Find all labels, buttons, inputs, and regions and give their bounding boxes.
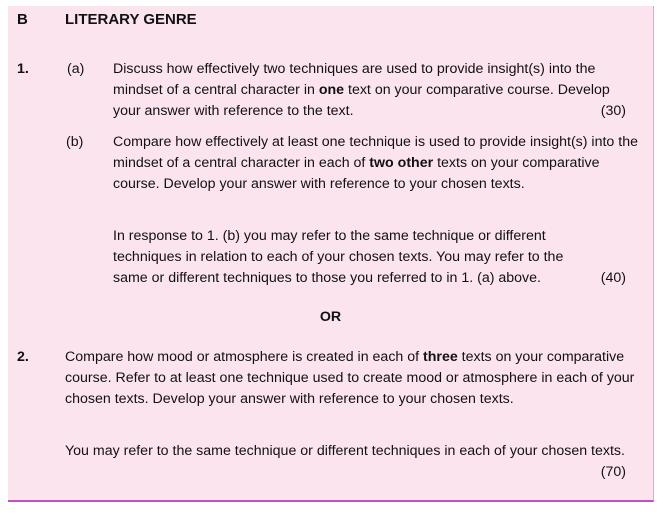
section-title: LITERARY GENRE: [65, 11, 197, 28]
question-2-emphasis: three: [423, 349, 458, 365]
question-2-text-end: texts on your comparative course. Refer to at least one technique used to create mood or atmosphere in each of your chosen texts. Develop your answer with reference to your chosen texts.: [65, 349, 635, 407]
question-2-note: You may refer to the same technique or different techniques in each of your chosen texts.: [65, 443, 625, 459]
question-1-number: 1.: [17, 61, 29, 77]
question-1a-text-start: Discuss how effectively two techniques are used to provide insight(s) into the mindset of a central character in: [113, 61, 596, 98]
or-divider: OR: [319, 309, 342, 325]
question-2-number: 2.: [17, 349, 29, 365]
question-1a-marks: (30): [600, 103, 626, 119]
question-1b-label: (b): [66, 134, 84, 150]
question-1b-text-end: texts on your comparative course. Develop your answer with reference to your chosen texts.: [113, 155, 600, 192]
question-2-text-start: Compare how mood or atmosphere is created in each of: [65, 349, 424, 365]
question-1b-marks: (40): [600, 270, 626, 286]
question-1b-emphasis: two other: [369, 155, 434, 171]
question-1b-body: [113, 132, 645, 195]
question-1a-emphasis: one: [318, 82, 345, 98]
question-1b-text-start: Compare how effectively at least one technique is used to provide insight(s) into the mindset of a central character in each of: [113, 134, 638, 171]
question-2-body: [65, 347, 640, 410]
question-1b-note: In response to 1. (b) you may refer to the same technique or different techniques in relation to each of your chosen texts. You may refer to the same or different techniques to those you referred to in 1. (a) above.: [113, 228, 564, 286]
section-letter: B: [17, 11, 28, 28]
question-1a-label: (a): [67, 61, 85, 77]
question-2-marks: (70): [600, 464, 626, 480]
question-1a-body: [113, 59, 640, 122]
exam-question-panel: [8, 6, 654, 502]
question-1a-text-end: text on your comparative course. Develop your answer with reference to the text.: [113, 82, 610, 119]
